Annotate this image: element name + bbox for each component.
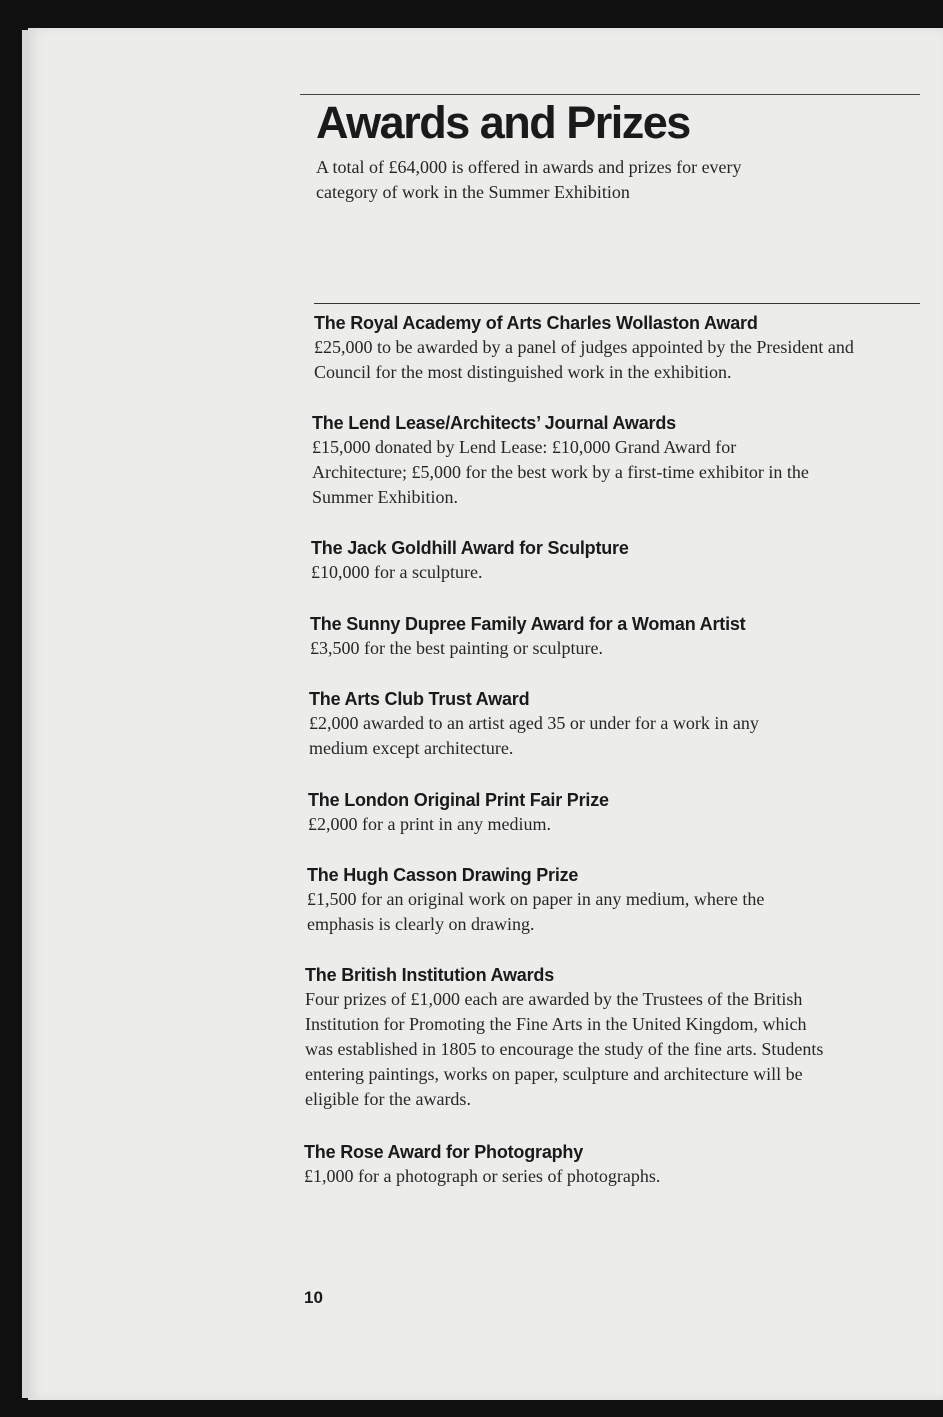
award-item bbox=[312, 411, 832, 510]
award-description: £1,500 for an original work on paper in any medium, where the emphasis is clearly on drawing. bbox=[307, 889, 765, 934]
award-description: Four prizes of £1,000 each are awarded by the Trustees of the British Institution for Promoting the Fine Arts in the United Kingdom, which was established in 1805 to encourage the study of the fine arts. Students entering paintings, works on paper, sculpture and architecture will be eligible for the awards. bbox=[305, 989, 824, 1109]
award-description: £2,000 awarded to an artist aged 35 or under for a work in any medium except architecture. bbox=[309, 713, 759, 758]
award-description: £1,000 for a photograph or series of photographs. bbox=[304, 1166, 661, 1186]
award-title: The Sunny Dupree Family Award for a Woman Artist bbox=[310, 614, 746, 634]
award-title: The British Institution Awards bbox=[305, 965, 555, 985]
award-title: The London Original Print Fair Prize bbox=[308, 790, 609, 810]
award-title: The Lend Lease/Architects’ Journal Awards bbox=[312, 413, 676, 433]
award-item bbox=[304, 1140, 824, 1189]
award-item bbox=[311, 536, 831, 585]
award-item bbox=[310, 612, 830, 661]
award-description: £10,000 for a sculpture. bbox=[311, 562, 483, 582]
award-description: £15,000 donated by Lend Lease: £10,000 Grand Award for Architecture; £5,000 for the best work by a first-time exhibitor in the Summer Exhibition. bbox=[312, 437, 809, 507]
header-section bbox=[290, 70, 870, 205]
award-item bbox=[314, 311, 866, 385]
award-description: £25,000 to be awarded by a panel of judges appointed by the President and Council for the most distinguished work in the exhibition. bbox=[314, 337, 854, 382]
award-title: The Royal Academy of Arts Charles Wollaston Award bbox=[314, 313, 758, 333]
award-title: The Jack Goldhill Award for Sculpture bbox=[311, 538, 629, 558]
award-item bbox=[307, 863, 807, 937]
award-title: The Rose Award for Photography bbox=[304, 1142, 584, 1162]
award-item bbox=[309, 687, 799, 761]
award-description: £3,500 for the best painting or sculpture. bbox=[310, 638, 603, 658]
page-number: 10 bbox=[304, 1288, 323, 1307]
award-title: The Hugh Casson Drawing Prize bbox=[307, 865, 579, 885]
award-title: The Arts Club Trust Award bbox=[309, 689, 530, 709]
intro-text: A total of £64,000 is offered in awards and prizes for every category of work in the Summer Exhibition bbox=[316, 157, 742, 202]
section-rule bbox=[314, 303, 920, 304]
award-description: £2,000 for a print in any medium. bbox=[308, 814, 551, 834]
award-item bbox=[308, 788, 828, 837]
page-title: Awards and Prizes bbox=[316, 97, 690, 148]
award-item bbox=[305, 963, 835, 1112]
